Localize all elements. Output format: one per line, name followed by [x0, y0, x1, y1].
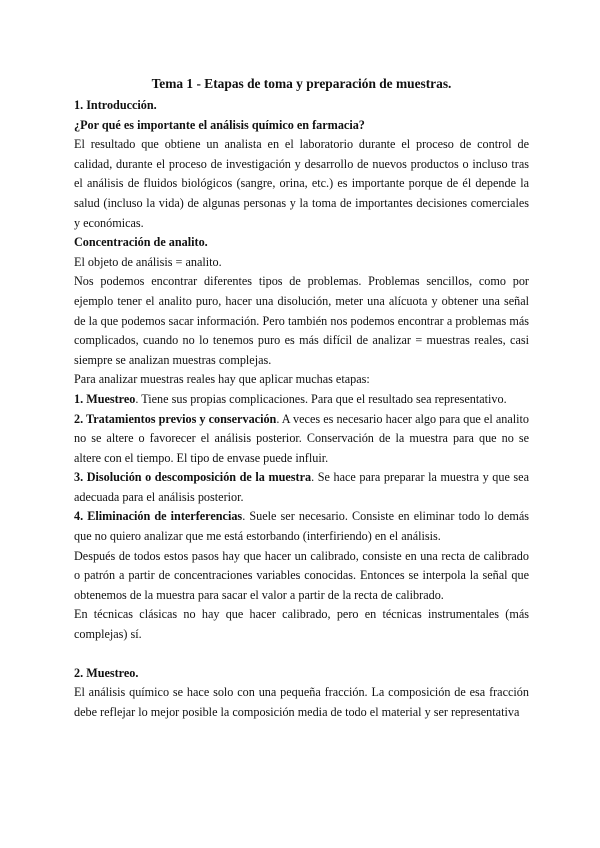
calibration-paragraph: Después de todos estos pasos hay que hacer un calibrado, consiste en una recta de calibrado o patrón a partir de concentraciones variables conocidas. Entonces se interpola la señal que obtenemos de la muestra para sacar el valor a partir de la recta de calibrado. — [74, 548, 529, 602]
section-1-heading: 1. Introducción. — [74, 98, 157, 112]
techniques-paragraph: En técnicas clásicas no hay que hacer calibrado, pero en técnicas instrumentales (más complejas) sí. — [74, 607, 529, 642]
step-2-label: 2. Tratamientos previos y conservación — [74, 411, 277, 426]
document-page — [74, 74, 529, 722]
step-1 — [74, 390, 529, 410]
step-4 — [74, 507, 529, 546]
section-2-heading: 2. Muestreo. — [74, 665, 139, 680]
step-3-label: 3. Disolución o descomposición de la muestra — [74, 470, 312, 485]
step-2-text: . A veces es necesario hacer algo para que el analito no se altere o favorecer el análisis posterior. Conservación de la muestra para que no se altere con el tiempo. El tipo de envase puede influir. — [74, 411, 530, 465]
document-title: Tema 1 - Etapas de toma y preparación de muestras. — [151, 76, 452, 91]
problems-paragraph: Nos podemos encontrar diferentes tipos de problemas. Problemas sencillos, como por ejemplo tener el analito puro, hacer una disolución, meter una alícuota y obtener una señal de la que podemos sacar información. Pero también nos podemos encontrar a problemas más complicados, cuando no lo tenemos puro es más difícil de analizar = muestras reales, casi siempre se analizan muestras complejas. — [74, 274, 529, 367]
step-3-text: . Se hace para preparar la muestra y que sea adecuada para el análisis posterior. — [74, 470, 529, 504]
step-4-text: . Suele ser necesario. Consiste en eliminar todo lo demás que no quiero analizar que me está estorbando (interfiriendo) en el análisis. — [74, 509, 530, 544]
analyte-paragraph: El objeto de análisis = analito. — [74, 254, 222, 269]
section-spacer — [74, 645, 529, 664]
step-1-label: 1. Muestreo — [74, 391, 136, 406]
step-2 — [74, 410, 529, 469]
concentration-heading: Concentración de analito. — [74, 235, 208, 250]
step-3 — [74, 468, 529, 507]
sampling-paragraph: El análisis químico se hace solo con una pequeña fracción. La composición de esa fracción debe reflejar lo mejor posible la composición media de todo el material y ser representativa — [74, 685, 529, 719]
intro-paragraph: El resultado que obtiene un analista en el laboratorio durante el proceso de control de calidad, durante el proceso de investigación y desarrollo de nuevos productos o incluso tras el análisis de fluidos biológicos (sangre, orina, etc.) es importante porque de él depende la salud (incluso la vida) de algunas personas y la toma de importantes decisiones comerciales y económicas. — [74, 137, 529, 230]
step-4-label: 4. Eliminación de interferencias — [74, 509, 243, 524]
step-1-text: . Tiene sus propias complicaciones. Para que el resultado sea representativo. — [135, 391, 507, 406]
question-heading: ¿Por qué es importante el análisis químico en farmacia? — [74, 117, 365, 132]
stages-intro-paragraph: Para analizar muestras reales hay que aplicar muchas etapas: — [74, 372, 370, 387]
